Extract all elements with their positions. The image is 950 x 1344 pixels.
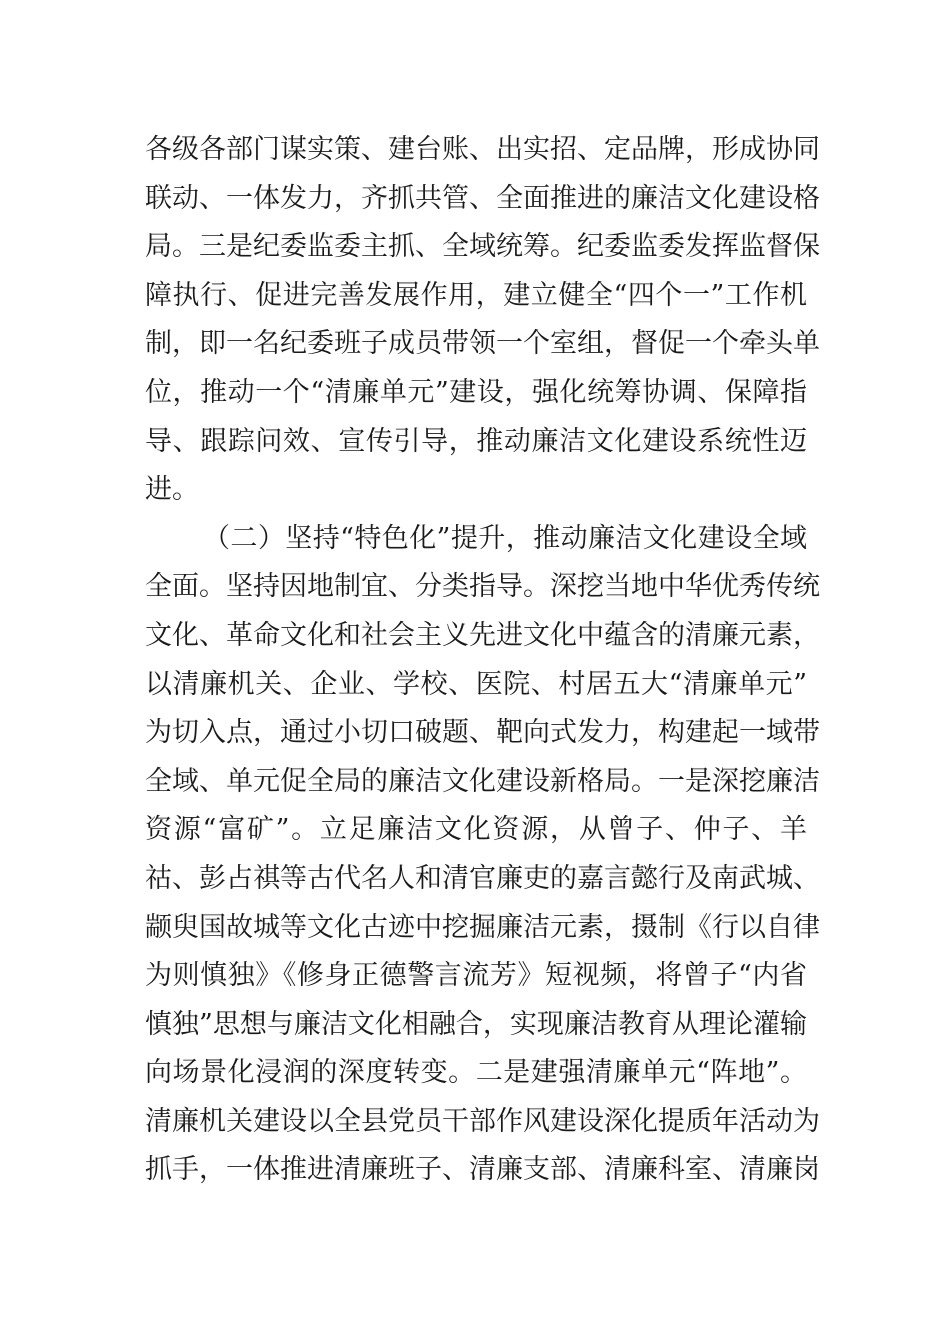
text-line: 进。: [145, 474, 199, 506]
text-line: 文化、革命文化和社会主义先进文化中蕴含的清廉元素，: [145, 619, 820, 651]
text-line: 为切入点，通过小切口破题、靶向式发力，构建起一域带: [145, 717, 820, 749]
text-line: 各级各部门谋实策、建台账、出实招、定品牌，形成协同: [145, 134, 820, 165]
text-line: 颛臾国故城等文化古迹中挖掘廉洁元素，摄制《行以自律: [145, 911, 820, 943]
text-line: 向场景化浸润的深度转变。二是建强清廉单元“阵地”。: [145, 1057, 807, 1089]
text-line: 慎独”思想与廉洁文化相融合，实现廉洁教育从理论灌输: [145, 1008, 807, 1040]
text-line: 为则慎独》《修身正德警言流芳》短视频，将曾子“内省: [145, 960, 807, 992]
text-line: 资源“富矿”。立足廉洁文化资源，从曾子、仲子、羊: [145, 814, 807, 846]
text-line: 以清廉机关、企业、学校、医院、村居五大“清廉单元”: [145, 668, 807, 700]
text-line: 抓手，一体推进清廉班子、清廉支部、清廉科室、清廉岗: [145, 1154, 820, 1186]
text-line: 全域、单元促全局的廉洁文化建设新格局。一是深挖廉洁: [145, 765, 820, 797]
text-line: 位，推动一个“清廉单元”建设，强化统筹协调、保障指: [145, 376, 807, 408]
text-line: 祜、彭占祺等古代名人和清官廉吏的嘉言懿行及南武城、: [145, 862, 820, 894]
text-line: 全面。坚持因地制宜、分类指导。深挖当地中华优秀传统: [145, 571, 820, 603]
section-heading-line: （二）坚持“特色化”提升，推动廉洁文化建设全域: [203, 522, 807, 554]
text-line: 障执行、促进完善发展作用，建立健全“四个一”工作机: [145, 279, 807, 311]
text-line: 清廉机关建设以全县党员干部作风建设深化提质年活动为: [145, 1105, 820, 1137]
body-text: [145, 126, 820, 1195]
text-line: 导、跟踪问效、宣传引导，推动廉洁文化建设系统性迈: [145, 425, 807, 457]
text-line: 局。三是纪委监委主抓、全域统筹。纪委监委发挥监督保: [145, 231, 820, 263]
text-line: 制，即一名纪委班子成员带领一个室组，督促一个牵头单: [145, 328, 820, 360]
text-line: 联动、一体发力，齐抓共管、全面推进的廉洁文化建设格: [145, 182, 820, 214]
